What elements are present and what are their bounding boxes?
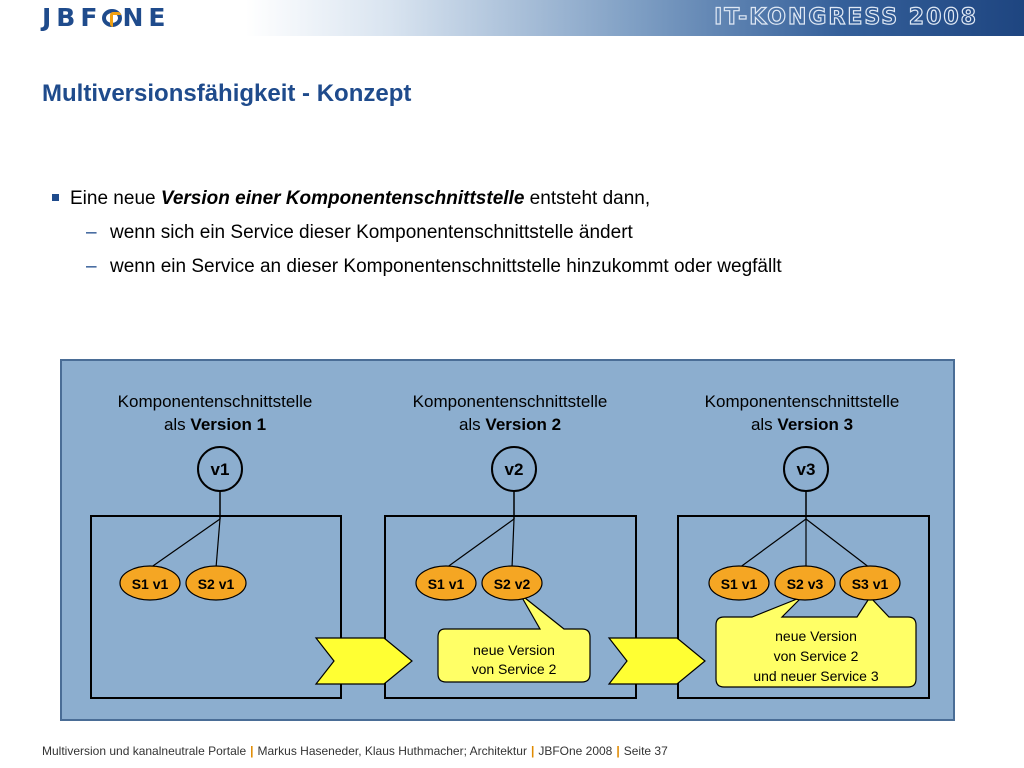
callout-3-line2: von Service 2 xyxy=(773,648,859,664)
service-label: S2 v2 xyxy=(493,576,531,592)
jbfone-logo xyxy=(42,4,170,32)
logo-o-icon xyxy=(102,9,122,27)
interface-label-v2: v2 xyxy=(504,460,524,479)
subbullet xyxy=(52,250,782,284)
footer-page-number: Seite 37 xyxy=(623,744,668,758)
version-label-line2 xyxy=(380,413,640,436)
square-bullet-icon xyxy=(52,194,59,201)
bullet-suffix: entsteht dann, xyxy=(524,188,651,209)
label-prefix: als xyxy=(458,415,486,434)
event-title: IT-KONGRESS 2008 xyxy=(714,5,978,30)
version-label-1 xyxy=(85,390,345,436)
version-label-line1: Komponentenschnittstelle xyxy=(704,392,900,411)
version-label-line2 xyxy=(85,413,345,436)
version-label-line1: Komponentenschnittstelle xyxy=(412,392,608,411)
version-label-3 xyxy=(672,390,932,436)
interface-label-v1: v1 xyxy=(210,460,230,479)
bullet-list xyxy=(52,182,782,284)
service-label: S1 v1 xyxy=(427,576,465,592)
label-version: Version 1 xyxy=(190,415,267,434)
subbullet-text: wenn sich ein Service dieser Komponentenschnittstelle ändert xyxy=(110,222,633,243)
footer-talk-title: Multiversion und kanalneutrale Portale xyxy=(42,744,247,758)
service-label: S2 v1 xyxy=(197,576,235,592)
component-box-1 xyxy=(91,516,341,698)
service-label: S1 v1 xyxy=(131,576,169,592)
service-label: S2 v3 xyxy=(786,576,824,592)
label-prefix: als xyxy=(750,415,778,434)
footer-separator: | xyxy=(250,744,254,758)
interface-label-v3: v3 xyxy=(796,460,816,479)
label-prefix: als xyxy=(163,415,191,434)
footer-separator: | xyxy=(530,744,535,758)
bullet-emphasis: Version einer Komponentenschnittstelle xyxy=(160,188,525,209)
callout-3-line1: neue Version xyxy=(775,628,857,644)
callout-2-line1: neue Version xyxy=(473,642,555,658)
footer-event: JBFOne 2008 xyxy=(538,744,613,758)
bullet-prefix: Eine neue xyxy=(70,188,161,209)
slide-title: Multiversionsfähigkeit - Konzept xyxy=(42,80,412,107)
footer xyxy=(42,744,668,758)
subbullet xyxy=(52,216,782,250)
header-bar xyxy=(0,0,1024,36)
service-label: S1 v1 xyxy=(720,576,758,592)
subbullet-text: wenn ein Service an dieser Komponentenschnittstelle hinzukommt oder wegfällt xyxy=(110,256,782,277)
bullet-main xyxy=(52,182,782,216)
label-version: Version 3 xyxy=(777,415,854,434)
label-version: Version 2 xyxy=(485,415,562,434)
version-diagram xyxy=(60,359,955,721)
footer-authors: Markus Haseneder, Klaus Huthmacher; Architektur xyxy=(257,744,527,758)
version-label-2 xyxy=(380,390,640,436)
logo-text-ne: NE xyxy=(122,3,171,32)
dash-bullet-icon: – xyxy=(86,222,97,243)
callout-2-line2: von Service 2 xyxy=(471,661,557,677)
logo-text-j: JBF xyxy=(42,3,103,32)
dash-bullet-icon: – xyxy=(86,256,97,277)
callout-3-line3: und neuer Service 3 xyxy=(753,668,879,684)
footer-separator: | xyxy=(616,744,620,758)
version-label-line1: Komponentenschnittstelle xyxy=(117,392,313,411)
service-label: S3 v1 xyxy=(851,576,889,592)
version-label-line2 xyxy=(672,413,932,436)
